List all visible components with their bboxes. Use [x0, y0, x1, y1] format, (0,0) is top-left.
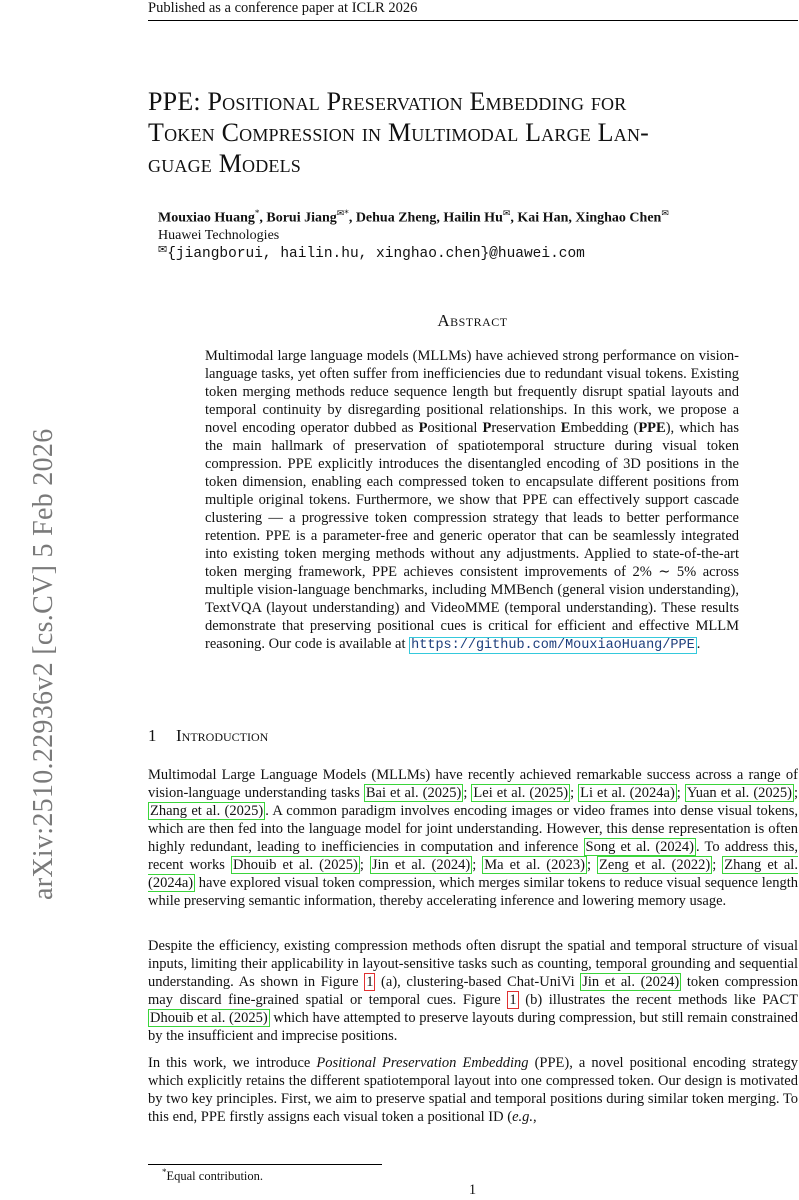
text-segment: ; — [472, 857, 483, 873]
abstract-segment: Multimodal large language models (MLLMs) have achieved strong performance on vision-language tasks, yet often suffer from inefficiencies due to redundant visual tokens. Existing token merging methods reduce sequence length but frequently disrupt spatial layouts and temporal continuity by disregarding positional relationships. In this work, we propose a novel encoding operator dubbed as — [205, 348, 739, 436]
author-list — [158, 208, 669, 227]
abstract-segment: ), which has the main hallmark of preservation of spatiotemporal structure during visual token compression. PPE explicitly introduces the disentangled encoding of 3D positions in the token dimension, enabling each compressed token to encapsulate different positions from multiple original tokens. Furthermore, we show that PPE can effectively support cascade clustering — a progressive token compression strategy that leads to better performance retention. PPE is a parameter-free and generic operator that can be seamlessly integrated into existing token merging methods without any adjustments. Applied to state-of-the-art token merging framework, PPE achieves consistent improvements of — [205, 420, 739, 580]
text-segment: In this work, we introduce — [148, 1055, 317, 1071]
section-heading — [148, 726, 268, 746]
text-segment: ; — [570, 785, 579, 801]
text-segment: (a), clustering-based Chat-UniVi — [375, 974, 581, 990]
footnote-mark: * — [162, 1167, 167, 1177]
text-segment: have explored visual token compression, which merges similar tokens to reduce visual sequence length while preserving semantic information, thereby accelerating inference and lowering memory usage. — [148, 875, 798, 909]
citation-link[interactable]: Dhouib et al. (2025) — [232, 857, 358, 873]
title-line: guage Models — [148, 149, 302, 178]
citation-link[interactable]: Zhang et al. (2025) — [150, 803, 264, 819]
text-segment: Despite the efficiency, existing compression methods often disrupt the spatial and temporal structure of visual inputs, limiting their applicability in layout-sensitive tasks such as counting, temporal grounding and sequential understanding. As shown in Figure — [148, 938, 798, 990]
footnote-text: Equal contribution. — [166, 1169, 264, 1184]
citation-link[interactable]: Li et al. (2024a) — [580, 785, 675, 801]
citation-link[interactable]: Jin et al. (2024) — [582, 974, 680, 990]
author-name: , Borui Jiang — [259, 210, 337, 226]
abstract-segment: mbedding ( — [570, 420, 639, 436]
equal-contribution-mark: * — [254, 208, 260, 218]
section-number: 1 — [148, 726, 157, 745]
figure-ref-link[interactable]: 1 — [366, 974, 374, 990]
author-emails — [158, 243, 585, 262]
affiliation: Huawei Technologies — [158, 228, 280, 243]
page-number: 1 — [468, 1182, 477, 1198]
envelope-icon: ✉ — [158, 243, 168, 256]
intro-paragraph-3 — [148, 1054, 798, 1126]
abstract-heading: Abstract — [437, 311, 508, 330]
text-segment: ; — [676, 785, 685, 801]
text-segment: (PPE), a novel positional encoding strategy which explicitly retains the different spatiotemporal layout into one compressed token. Our design is motivated by two key principles. First, we aim to preserve spatial and temporal positions during similar token merging. To this end, PPE firstly assigns each visual token a positional ID ( — [148, 1055, 798, 1125]
abstract-bold: E — [560, 420, 571, 436]
citation-link[interactable]: Zeng et al. (2022) — [599, 857, 711, 873]
text-segment: ; — [793, 785, 799, 801]
intro-paragraph-1 — [148, 766, 798, 910]
text-segment: (b) illustrates the recent methods like PACT — [518, 992, 798, 1008]
text-segment: . To address this, recent works — [148, 839, 798, 873]
arxiv-stamp-container — [0, 320, 60, 900]
citation-link[interactable]: Lei et al. (2025) — [473, 785, 569, 801]
author-name: , Kai Han, Xinghao Chen — [510, 210, 662, 226]
header-rule — [148, 20, 798, 21]
title-line: PPE: Positional Preservation Embedding for — [148, 87, 627, 116]
text-emphasis: Positional Preservation Embedding — [316, 1055, 529, 1071]
corresponding-mark: ✉ — [661, 209, 669, 219]
text-segment: ; — [712, 857, 723, 873]
citation-link[interactable]: Ma et al. (2023) — [484, 857, 585, 873]
text-segment: ; — [463, 785, 472, 801]
abstract-bold: P — [418, 420, 428, 436]
corresponding-mark: ✉* — [336, 209, 349, 219]
text-emphasis: e.g. — [512, 1109, 534, 1125]
corresponding-mark: ✉ — [502, 209, 511, 219]
citation-link[interactable]: Bai et al. (2025) — [365, 785, 462, 801]
citation-link[interactable]: Yuan et al. (2025) — [686, 785, 792, 801]
abstract-text — [205, 347, 739, 655]
text-segment: . A common paradigm involves encoding images or video frames into dense visual tokens, which are then fed into the language model for joint understanding. However, this dense representation is often highly redundant, leading to inefficiencies in computation and inference — [148, 803, 798, 855]
text-segment: ; — [359, 857, 370, 873]
abstract-bold: P — [482, 420, 492, 436]
citation-link[interactable]: Song et al. (2024) — [585, 839, 694, 855]
text-segment: which have attempted to preserve layouts during compression, but still remain constrained by the insufficient and imprecise positions. — [148, 1010, 798, 1044]
email-list: {jiangborui, hailin.hu, xinghao.chen}@huawei.com — [167, 246, 585, 262]
intro-paragraph-2 — [148, 937, 798, 1045]
citation-link[interactable]: Dhouib et al. (2025) — [150, 1010, 268, 1026]
abstract-segment: across multiple vision-language benchmarks, including MMBench (general vision understanding), TextVQA (layout understanding) and VideoMME (temporal understanding). These results demonstrate that preserving positional cues is critical for efficient and effective MLLM reasoning. Our code is available at — [205, 564, 739, 652]
text-segment: token compression may discard fine-grained spatial or temporal cues. Figure — [148, 974, 798, 1008]
figure-ref-link[interactable]: 1 — [509, 992, 517, 1008]
text-segment: Multimodal Large Language Models (MLLMs) have recently achieved remarkable success across a range of vision-language understanding tasks — [148, 767, 798, 801]
citation-link[interactable]: Jin et al. (2024) — [371, 857, 471, 873]
abstract-segment: ositional — [427, 420, 483, 436]
conference-header: Published as a conference paper at ICLR 2026 — [148, 0, 418, 16]
abstract-bold: PPE — [638, 420, 666, 436]
section-title: Introduction — [176, 726, 269, 745]
paper-title — [148, 86, 798, 179]
abstract-segment: reservation — [491, 420, 561, 436]
arxiv-stamp: arXiv:2510.22936v2 [cs.CV] 5 Feb 2026 — [28, 428, 59, 900]
author-name: Mouxiao Huang — [158, 210, 255, 226]
footnote-rule — [148, 1164, 382, 1165]
text-segment: , — [533, 1109, 537, 1125]
abstract-math: 2% ∼ 5% — [632, 564, 697, 580]
text-segment: ; — [586, 857, 598, 873]
author-name: , Dehua Zheng, Hailin Hu — [348, 210, 503, 226]
abstract-segment: . — [696, 636, 701, 652]
citation-link[interactable]: Zhang et al. (2024a) — [148, 857, 798, 891]
title-line: Token Compression in Multimodal Large Lan- — [148, 118, 650, 147]
code-link[interactable]: https://github.com/MouxiaoHuang/PPE — [411, 638, 695, 653]
